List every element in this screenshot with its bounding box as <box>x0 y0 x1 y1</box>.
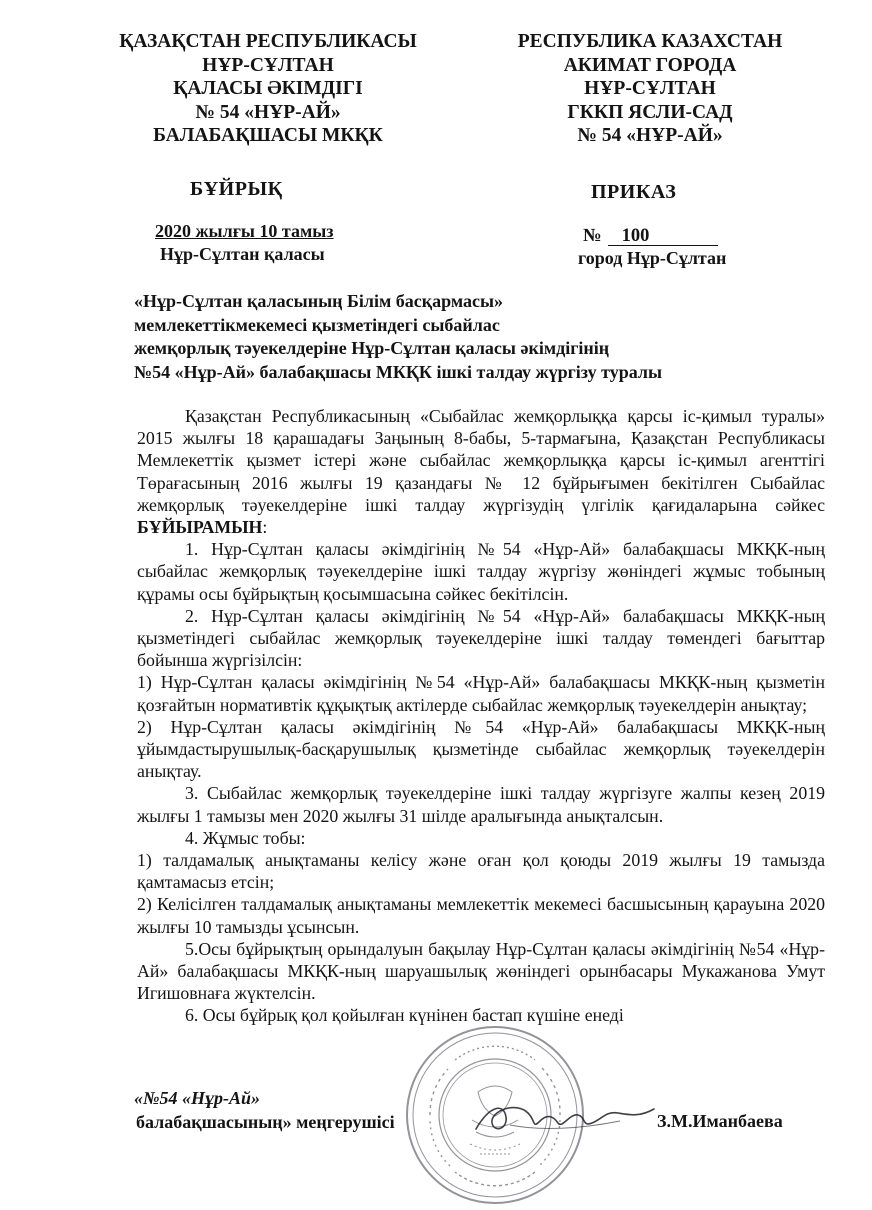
clause-2: 2. Нұр-Сұлтан қаласы әкімдігінің №54 «Нұр-Ай» балабақшасы МКҚК-ның қызметіндегі сыбайлас жемқорлық тәуекелдеріне ішкі талдау төмендегі бағыттар бойынша жүргізілсін: <box>137 605 825 671</box>
preamble-paragraph <box>137 405 825 538</box>
clause-1: 1. Нұр-Сұлтан қаласы әкімдігінің №54 «Нұр-Ай» балабақшасы МКҚК-ның сыбайлас жемқорлық тәуекелдеріне ішкі талдау жүргізу жөніндегі жұмыс тобының құрамы осы бұйрықтың қосымшасына сәйкес бекітілсін. <box>137 539 825 604</box>
order-colon: : <box>262 517 268 538</box>
number-sign: № <box>583 226 602 246</box>
header-russian <box>500 30 800 148</box>
signature-icon <box>470 1095 660 1141</box>
clause-4-item-2: 2) Келісілген талдамалық анықтаманы мемлекеттік мекемесі басшысының қарауына 2020 жылғы 10 тамызды ұсынсын. <box>137 894 825 937</box>
order-body <box>137 405 825 1027</box>
clause-2-item-1: 1) Нұр-Сұлтан қаласы әкімдігінің №54 «Нұр-Ай» балабақшасы МКҚК-ның қызметін қозғайтын нормативтік құқықтық актілерде сыбайлас жемқорлық тәуекелдерін анықтау; <box>137 672 825 715</box>
city-kazakh: Нұр-Сұлтан қаласы <box>160 244 325 264</box>
clause-2-item-2: 2) Нұр-Сұлтан қаласы әкімдігінің №54 «Нұр-Ай» балабақшасы МКҚК-ның ұйымдастырушылық-басқарушылық қызметінде сыбайлас жемқорлық тәуекелдерін анықтау. <box>137 716 825 782</box>
title-line-2: мемлекеттікмекемесі қызметіндегі сыбайлас <box>134 314 500 335</box>
title-line-4: №54 «Нұр-Ай» балабақшасы МКҚК ішкі талдау жүргізу туралы <box>134 361 663 382</box>
clause-6: 6. Осы бұйрық қол қойылған күнінен бастап күшіне енеді <box>185 1005 624 1026</box>
clause-3: 3. Сыбайлас жемқорлық тәуекелдеріне ішкі талдау жүргізуге жалпы кезең 2019 жылғы 1 тамызы мен 2020 жылғы 31 шілде аралығында анықталсын. <box>137 783 825 826</box>
city-russian: город Нұр-Сұлтан <box>578 248 727 268</box>
header-kz-line-2: НҰР-СҰЛТАН <box>202 54 334 76</box>
signatory-org-line-2: балабақшасының» меңгерушісі <box>136 1112 395 1132</box>
doc-type-russian: ПРИКАЗ <box>591 181 677 203</box>
header-kz-line-1: ҚАЗАҚСТАН РЕСПУБЛИКАСЫ <box>119 31 417 52</box>
signatory-name: З.М.Иманбаева <box>657 1111 783 1131</box>
header-ru-line-1: РЕСПУБЛИКА КАЗАХСТАН <box>517 31 783 52</box>
header-ru-line-4: ГККП ЯСЛИ-САД <box>567 101 733 123</box>
header-ru-line-2: АКИМАТ ГОРОДА <box>563 54 737 76</box>
header-kazakh <box>118 30 418 148</box>
order-word: БҰЙЫРАМЫН <box>137 517 263 538</box>
order-number: 100 <box>608 227 718 246</box>
clause-4: 4. Жұмыс тобы: <box>185 827 306 848</box>
clause-4-item-1: 1) талдамалық анықтаманы келісу және оған қол қоюды 2019 жылғы 19 тамызда қамтамасыз етсін; <box>137 850 825 893</box>
preamble-text: Қазақстан Республикасының «Сыбайлас жемқорлыққа қарсы іс-қимыл туралы» 2015 жылғы 18 қарашадағы Заңының 8-бабы, 5-тармағына, Қазақстан Республикасы Мемлекеттік қызмет істері және сыбайлас жемқорлыққа қарсы іс-қимыл агенттігі Төрағасының 2016 жылғы 19 қазандағы № 12 бұйрығымен бекітілген Сыбайлас жемқорлық тәуекелдеріне ішкі талдау жүргізудің үлгілік қағидаларына сәйкес <box>137 406 825 515</box>
signatory-org-line-1: «№54 «Нұр-Ай» <box>134 1088 260 1108</box>
doc-type-kazakh: БҰЙРЫҚ <box>190 178 283 200</box>
order-title <box>134 290 774 384</box>
header-ru-line-3: НҰР-СҰЛТАН <box>584 78 716 99</box>
order-number-line <box>583 226 718 247</box>
header-kz-line-3: ҚАЛАСЫ ӘКІМДІГІ <box>173 78 363 99</box>
header-kz-line-5: БАЛАБАҚШАСЫ МКҚК <box>153 125 383 146</box>
title-line-3: жемқорлық тәуекелдеріне Нұр-Сұлтан қаласы әкімдігінің <box>134 338 610 358</box>
header-ru-line-5: № 54 «НҰР-АЙ» <box>577 125 723 146</box>
header-kz-line-4: № 54 «НҰР-АЙ» <box>195 101 341 123</box>
order-date: 2020 жылғы 10 тамыз <box>155 221 334 241</box>
clause-5: 5.Осы бұйрықтың орындалуын бақылау Нұр-Сұлтан қаласы әкімдігінің №54 «Нұр-Ай» балабақшасы МКҚК-ның шаруашылық жөніндегі орынбасары Мукажанова Умут Игишовнаға жүктелсін. <box>137 938 825 1004</box>
title-line-1: «Нұр-Сұлтан қаласының Білім басқармасы» <box>134 291 504 311</box>
